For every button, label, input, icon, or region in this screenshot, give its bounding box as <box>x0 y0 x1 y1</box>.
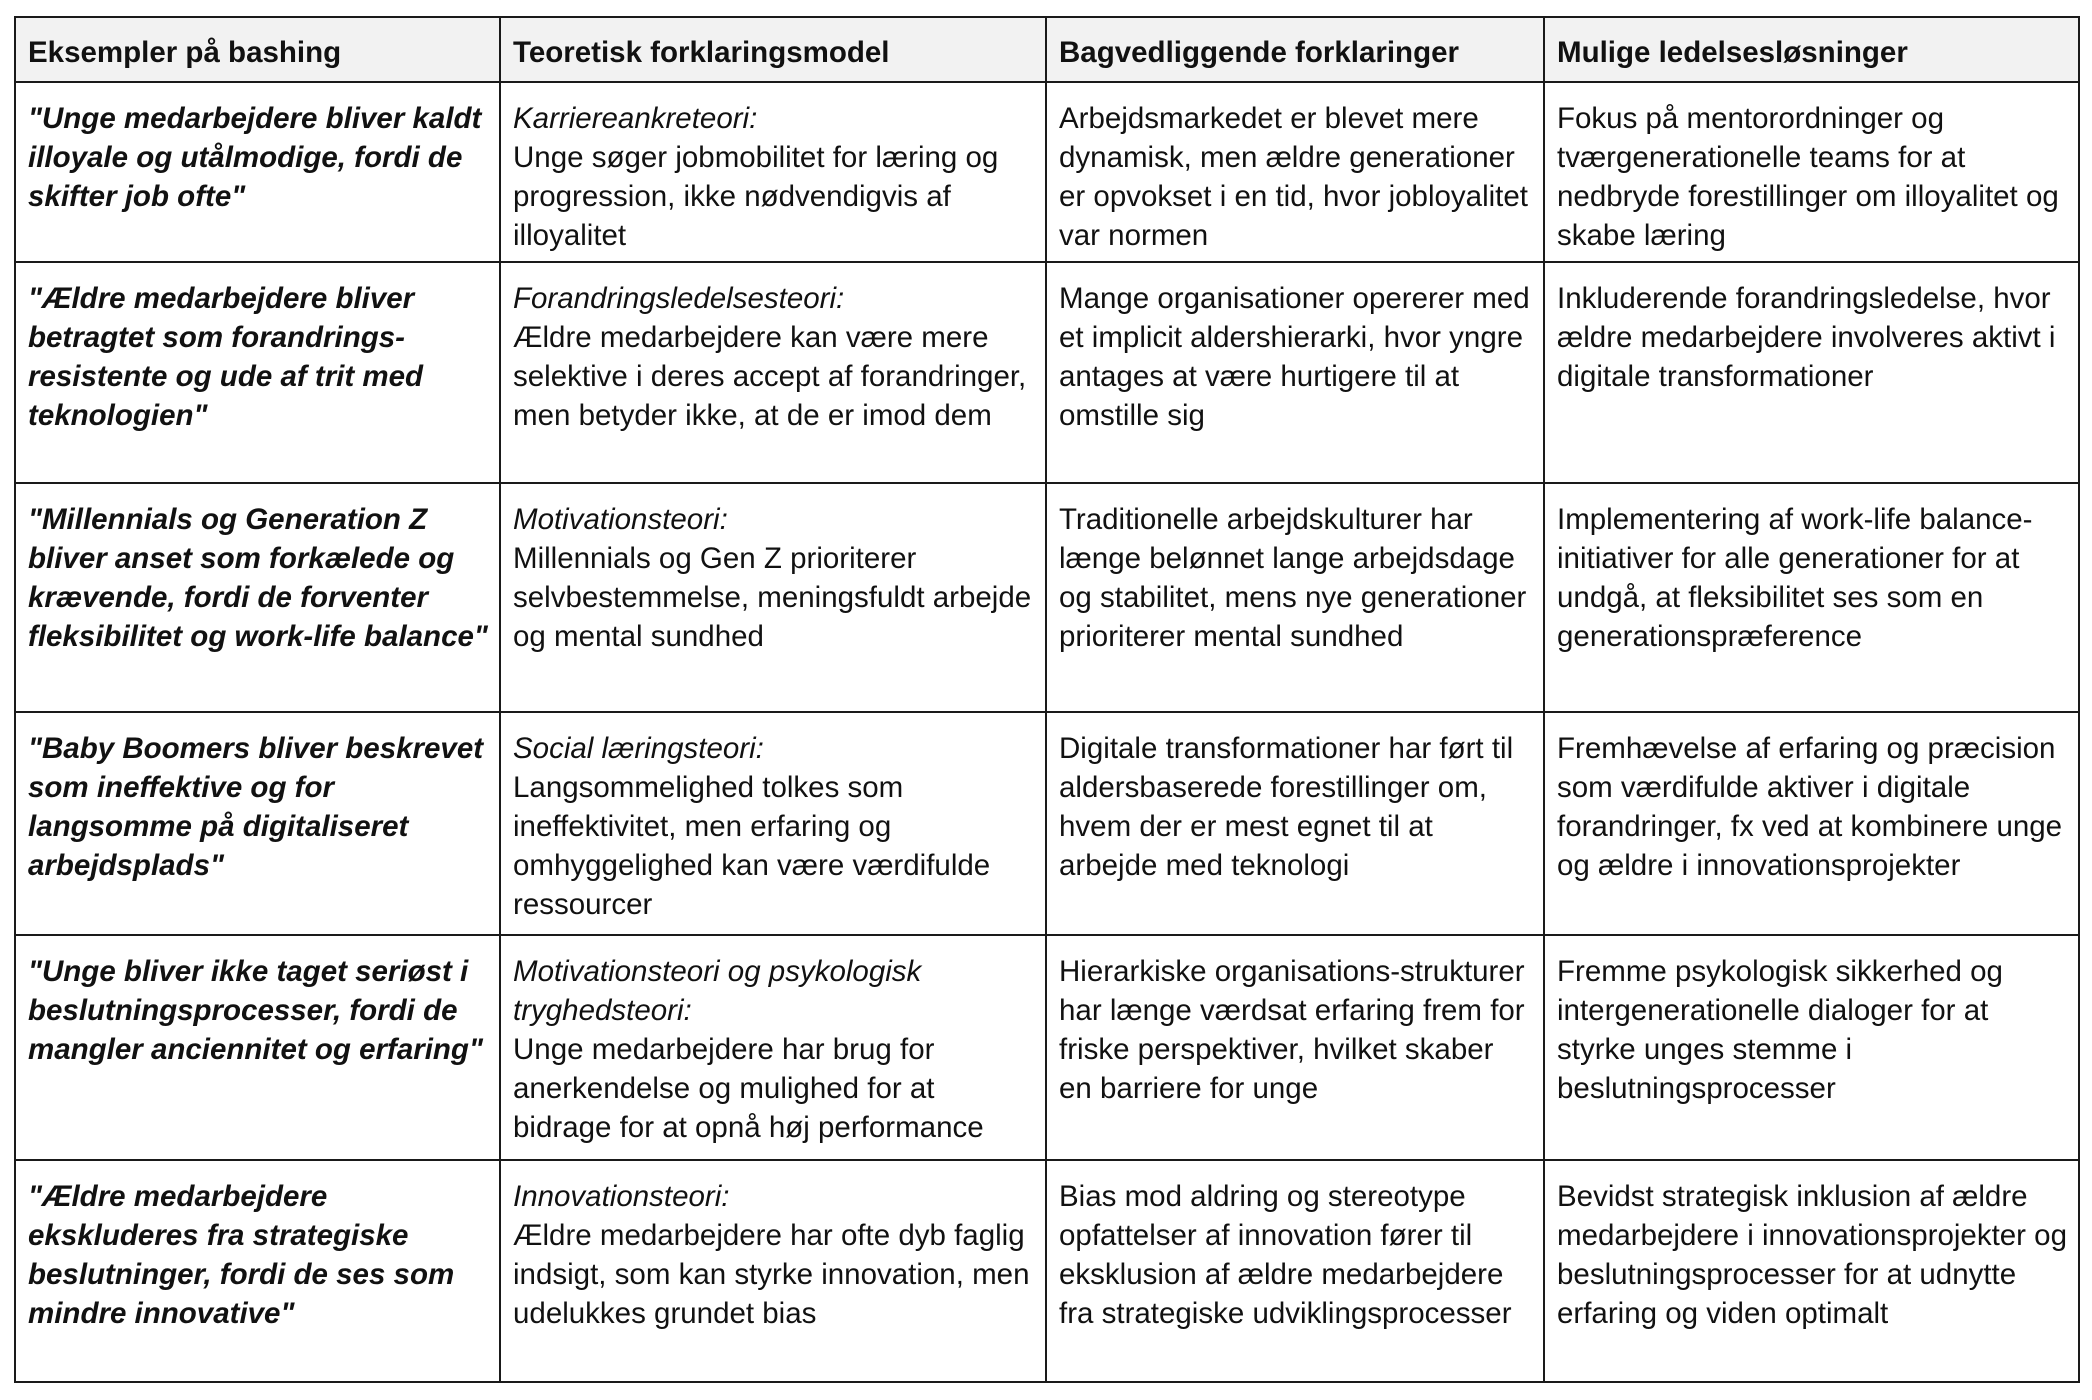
example-cell: "Ældre medarbejdere ekskluderes fra strategiske beslutninger, fordi de ses som mindre innovative" <box>15 1160 500 1382</box>
header-solutions: Mulige ledelsesløsninger <box>1544 17 2079 82</box>
theory-cell <box>500 262 1046 483</box>
explanation-cell: Arbejdsmarkedet er blevet mere dynamisk, men ældre generationer er opvokset i en tid, hvor jobloyalitet var normen <box>1046 82 1544 262</box>
theory-cell <box>500 1160 1046 1382</box>
header-examples: Eksempler på bashing <box>15 17 500 82</box>
theory-cell <box>500 82 1046 262</box>
solution-cell: Implementering af work-life balance-initiativer for alle generationer for at undgå, at fleksibilitet ses som en generationspræference <box>1544 483 2079 712</box>
explanation-cell: Hierarkiske organisations-strukturer har længe værdsat erfaring frem for friske perspektiver, hvilket skaber en barriere for unge <box>1046 935 1544 1160</box>
header-explanations: Bagvedliggende forklaringer <box>1046 17 1544 82</box>
table-row <box>15 712 2079 935</box>
table-row <box>15 483 2079 712</box>
solution-cell: Fokus på mentorordninger og tværgenerationelle teams for at nedbryde forestillinger om illoyalitet og skabe læring <box>1544 82 2079 262</box>
theory-name: Social læringsteori: <box>513 732 764 765</box>
solution-cell: Fremhævelse af erfaring og præcision som værdifulde aktiver i digitale forandringer, fx ved at kombinere unge og ældre i innovationsprojekter <box>1544 712 2079 935</box>
explanation-cell: Digitale transformationer har ført til aldersbaserede forestillinger om, hvem der er mest egnet til at arbejde med teknologi <box>1046 712 1544 935</box>
theory-cell <box>500 483 1046 712</box>
example-cell: "Ældre medarbejdere bliver betragtet som forandrings-resistente og ude af trit med teknologien" <box>15 262 500 483</box>
theory-text: Ældre medarbejdere har ofte dyb faglig indsigt, som kan styrke innovation, men udelukkes grundet bias <box>513 1219 1030 1330</box>
solution-cell: Bevidst strategisk inklusion af ældre medarbejdere i innovationsprojekter og beslutningsprocesser for at udnytte erfaring og viden optimalt <box>1544 1160 2079 1382</box>
theory-name: Innovationsteori: <box>513 1180 730 1213</box>
table-row <box>15 82 2079 262</box>
theory-cell <box>500 712 1046 935</box>
bashing-table-container <box>14 16 2078 1383</box>
theory-text: Ældre medarbejdere kan være mere selektive i deres accept af forandringer, men betyder ikke, at de er imod dem <box>513 321 1027 432</box>
explanation-cell: Mange organisationer opererer med et implicit aldershierarki, hvor yngre antages at være hurtigere til at omstille sig <box>1046 262 1544 483</box>
theory-name: Forandringsledelsesteori: <box>513 282 845 315</box>
solution-cell: Inkluderende forandringsledelse, hvor ældre medarbejdere involveres aktivt i digitale transformationer <box>1544 262 2079 483</box>
theory-text: Langsommelighed tolkes som ineffektivitet, men erfaring og omhyggelighed kan være værdifulde ressourcer <box>513 771 991 921</box>
bashing-table <box>14 16 2080 1383</box>
header-theory: Teoretisk forklaringsmodel <box>500 17 1046 82</box>
theory-cell <box>500 935 1046 1160</box>
explanation-cell: Traditionelle arbejdskulturer har længe belønnet lange arbejdsdage og stabilitet, mens nye generationer prioriterer mental sundhed <box>1046 483 1544 712</box>
example-cell: "Baby Boomers bliver beskrevet som ineffektive og for langsomme på digitaliseret arbejdsplads" <box>15 712 500 935</box>
table-row <box>15 262 2079 483</box>
theory-text: Millennials og Gen Z prioriterer selvbestemmelse, meningsfuldt arbejde og mental sundhed <box>513 542 1032 653</box>
example-cell: "Unge medarbejdere bliver kaldt illoyale og utålmodige, fordi de skifter job ofte" <box>15 82 500 262</box>
table-row <box>15 935 2079 1160</box>
theory-text: Unge medarbejdere har brug for anerkendelse og mulighed for at bidrage for at opnå høj performance <box>513 1033 984 1144</box>
theory-name: Karriereankreteori: <box>513 102 758 135</box>
table-header-row <box>15 17 2079 82</box>
example-cell: "Millennials og Generation Z bliver anset som forkælede og krævende, fordi de forventer fleksibilitet og work-life balance" <box>15 483 500 712</box>
theory-text: Unge søger jobmobilitet for læring og progression, ikke nødvendigvis af illoyalitet <box>513 141 999 252</box>
example-cell: "Unge bliver ikke taget seriøst i beslutningsprocesser, fordi de mangler anciennitet og erfaring" <box>15 935 500 1160</box>
solution-cell: Fremme psykologisk sikkerhed og intergenerationelle dialoger for at styrke unges stemme i beslutningsprocesser <box>1544 935 2079 1160</box>
explanation-cell: Bias mod aldring og stereotype opfattelser af innovation fører til eksklusion af ældre medarbejdere fra strategiske udviklingsprocesser <box>1046 1160 1544 1382</box>
theory-name: Motivationsteori: <box>513 503 728 536</box>
theory-name: Motivationsteori og psykologisk tryghedsteori: <box>513 955 922 1027</box>
table-row <box>15 1160 2079 1382</box>
